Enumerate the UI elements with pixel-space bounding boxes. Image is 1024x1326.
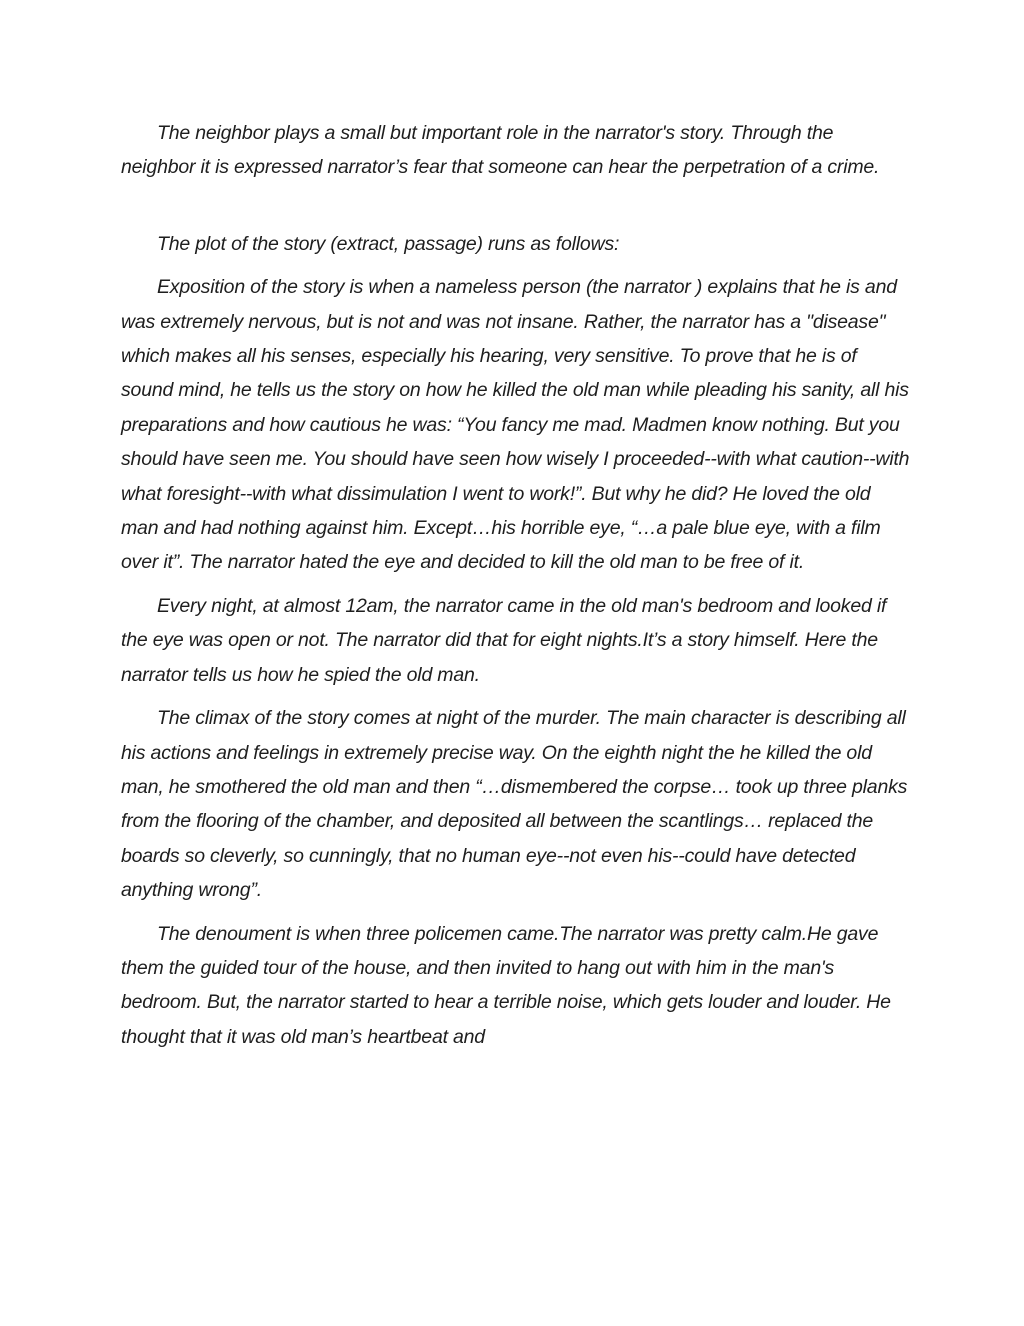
document-body	[121, 116, 911, 1054]
paragraph-every-night: Every night, at almost 12am, the narrator came in the old man's bedroom and looked if the eye was open or not. The narrator did that for eight nights.It’s a story himself. Here the narrator tells us how he spied the old man.	[121, 594, 887, 686]
paragraph-denouement: The denoument is when three policemen came.The narrator was pretty calm.He gave them the guided tour of the house, and then invited to hang out with him in the man's bedroom. But, the narrator started to hear a terrible noise, which gets louder and louder. He thought that it was old man’s heartbeat and	[121, 922, 891, 1048]
paragraph-climax: The climax of the story comes at night of the murder. The main character is describing all his actions and feelings in extremely precise way. On the eighth night the he killed the old man, he smothered the old man and then “…dismembered the corpse… took up three planks from the flooring of the chamber, and deposited all between the scantlings… replaced the boards so cleverly, so cunningly, that no human eye--not even his--could have detected anything wrong”.	[121, 707, 908, 902]
paragraph-exposition: Exposition of the story is when a nameless person (the narrator ) explains that he is and was extremely nervous, but is not and was not insane. Rather, the narrator has a "disease" which makes all his senses, especially his hearing, very sensitive. To prove that he is of sound mind, he tells us the story on how he killed the old man while pleading his sanity, all his preparations and how cautious he was: “You fancy me mad. Madmen know nothing. But you should have seen me. You should have seen how wisely I proceeded--with what caution--with what foresight--with what dissimulation I went to work!”. But why he did? He loved the old man and had nothing against him. Except…his horrible eye, “…a pale blue eye, with a film over it”. The narrator hated the eye and decided to kill the old man to be free of it.	[121, 276, 910, 574]
paragraph-plot-intro: The plot of the story (extract, passage) runs as follows:	[157, 232, 620, 255]
paragraph-neighbor-role: The neighbor plays a small but important role in the narrator's story. Through the neighbor it is expressed narrator’s fear that someone can hear the perpetration of a crime.	[121, 122, 880, 179]
